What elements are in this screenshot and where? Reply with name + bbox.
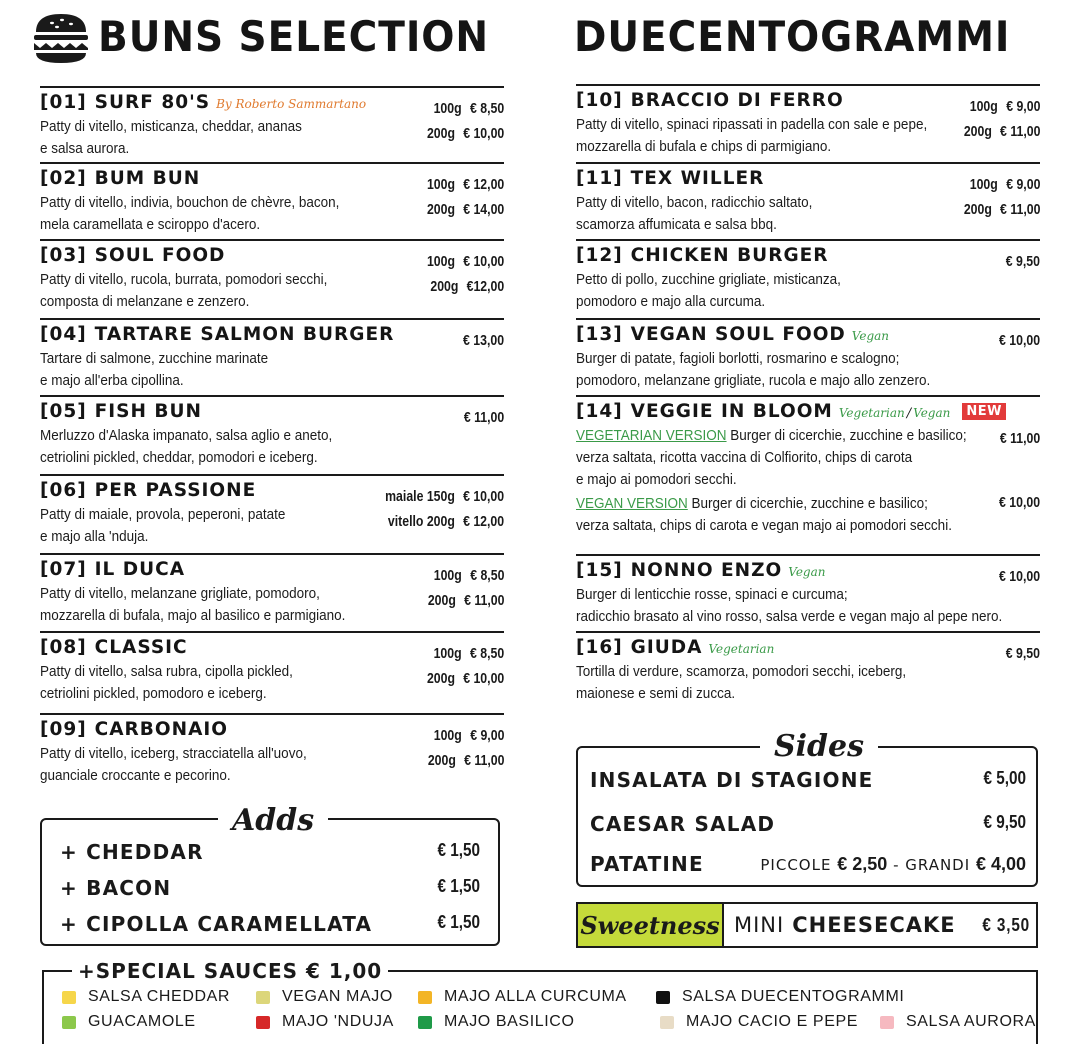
portion-size: maiale 150g [385, 488, 455, 505]
side-item-price: € 9,50 [983, 812, 1026, 832]
sweetness-price: € 3,50 [982, 914, 1030, 935]
portion-size: 100g [426, 176, 455, 193]
price-row [427, 274, 504, 299]
sauce-color-swatch [256, 1016, 270, 1029]
item-title: IL DUCA [94, 559, 186, 580]
description-line: Patty di vitello, salsa rubra, cipolla pickled, [40, 663, 293, 680]
item-prices [991, 328, 1040, 353]
item-prices [427, 563, 504, 613]
description-line: Merluzzo d'Alaska impanato, salsa aglio e aneto, [40, 427, 333, 444]
adds-box [40, 803, 500, 946]
sides-title: Sides [760, 730, 878, 764]
item-number: [12] [576, 245, 623, 266]
add-item-bacon [60, 876, 480, 900]
menu-item [576, 162, 1040, 239]
sauces-title: +SPECIAL SAUCES € 1,00 [72, 960, 388, 982]
description-line: cetriolini pickled, cheddar, pomodori e iceberg. [40, 449, 318, 466]
description-line: Tortilla di verdure, scamorza, pomodori secchi, iceberg, [576, 663, 907, 680]
price-row [963, 94, 1040, 119]
diet-tag: Vegan [851, 329, 890, 343]
price: € 12,00 [462, 176, 504, 193]
portion-size: vitello 200g [387, 513, 455, 530]
burger-icon [32, 10, 90, 66]
item-prices [427, 249, 504, 299]
diet-tag: Vegetarian [838, 406, 905, 420]
sweetness-name: CHEESECAKE [792, 913, 956, 937]
item-number: [08] [40, 637, 87, 658]
sauce-item [256, 988, 393, 1006]
portion-size: 200g [963, 201, 992, 218]
price-row [455, 328, 504, 353]
item-description [576, 269, 841, 313]
price-row [427, 666, 504, 691]
item-prices [997, 641, 1040, 666]
price: € 9,50 [1005, 645, 1040, 662]
item-title: NONNO ENZO [630, 560, 783, 581]
item-prices [963, 94, 1040, 144]
menu-item [40, 713, 504, 793]
large-label: GRANDI [905, 856, 971, 874]
description-line: Burger di lenticchie rosse, spinaci e curcuma; [576, 586, 848, 603]
item-number: [04] [40, 324, 87, 345]
description-line: Patty di vitello, bacon, radicchio saltato, [576, 194, 813, 211]
menu-item [40, 631, 504, 713]
menu-item [576, 84, 1040, 162]
vegetarian-price: € 11,00 [999, 430, 1040, 447]
item-description [576, 114, 927, 158]
price: € 14,00 [462, 201, 504, 218]
vegetarian-desc-line: verza saltata, ricotta vaccina di Colfiorito, chips di carota [576, 449, 913, 466]
price: € 9,00 [469, 727, 504, 744]
side-item-insalata [590, 768, 1026, 792]
section-title-buns: BUNS SELECTION [98, 12, 490, 61]
price-row [963, 172, 1040, 197]
price: € 9,00 [1005, 176, 1040, 193]
sides-box [576, 729, 1038, 887]
portion-size: 200g [427, 592, 456, 609]
item-name [576, 168, 764, 189]
side-item-price: € 5,00 [983, 768, 1026, 788]
item-description [40, 583, 345, 627]
sauce-name: VEGAN MAJO [282, 988, 393, 1005]
portion-size: 200g [426, 201, 455, 218]
sauce-color-swatch [418, 991, 432, 1004]
sauces-box [42, 959, 1038, 1044]
tag-separator: / [906, 406, 912, 421]
sweetness-label: Sweetness [578, 904, 724, 946]
price: € 10,00 [998, 332, 1040, 349]
item-number: [01] [40, 92, 87, 113]
description-line: mozzarella di bufala e chips di parmigiano. [576, 138, 832, 155]
item-number: [14] [576, 401, 623, 422]
item-description [40, 192, 339, 236]
item-description [40, 661, 293, 705]
sauce-item [656, 988, 904, 1006]
description-line: radicchio brasato al vino rosso, salsa verde e vegan majo al pepe nero. [576, 608, 1003, 625]
sauce-item [418, 1013, 575, 1031]
item-number: [11] [576, 168, 623, 189]
menu-item [576, 239, 1040, 318]
description-line: Patty di vitello, misticanza, cheddar, ananas [40, 118, 302, 135]
sauce-item [880, 1013, 1036, 1031]
description-line: Burger di patate, fagioli borlotti, rosmarino e scalogno; [576, 350, 900, 367]
item-name [576, 401, 1006, 422]
sauce-color-swatch [62, 1016, 76, 1029]
item-name [576, 324, 889, 345]
large-price: € 4,00 [975, 854, 1026, 874]
portion-size: 100g [433, 100, 462, 117]
portion-size: 200g [963, 123, 992, 140]
menu-item [40, 318, 504, 395]
description-line: composta di melanzane e zenzero. [40, 293, 250, 310]
vegetarian-desc-line: Burger di cicerchie, zucchine e basilico; [726, 427, 967, 444]
description-line: e majo alla 'nduja. [40, 528, 149, 545]
item-number: [07] [40, 559, 87, 580]
item-number: [06] [40, 480, 87, 501]
description-line: cetriolini pickled, pomodoro e iceberg. [40, 685, 267, 702]
item-name [40, 480, 256, 501]
item-title: GIUDA [630, 637, 703, 658]
description-line: pomodoro e majo alla curcuma. [576, 293, 766, 310]
description-line: Patty di vitello, melanzane grigliate, pomodoro, [40, 585, 320, 602]
item-title: BRACCIO DI FERRO [630, 90, 844, 111]
small-price: € 2,50 [837, 854, 888, 874]
item-number: [09] [40, 719, 87, 740]
sweetness-item [724, 904, 1036, 946]
item-number: [02] [40, 168, 87, 189]
diet-tag: Vegan [913, 406, 951, 420]
description-line: maionese e semi di zucca. [576, 685, 736, 702]
price-row [991, 328, 1040, 353]
diet-tag: Vegetarian [708, 642, 775, 656]
price: € 10,00 [462, 670, 504, 687]
item-prices [427, 172, 504, 222]
price: € 11,00 [999, 201, 1040, 218]
description-line: Patty di vitello, rucola, burrata, pomodori secchi, [40, 271, 328, 288]
item-name [40, 637, 188, 658]
item-title: SOUL FOOD [94, 245, 226, 266]
description-line: mela caramellata e sciroppo d'acero. [40, 216, 261, 233]
menu-item [40, 162, 504, 239]
item-name [40, 719, 228, 740]
sauce-color-swatch [880, 1016, 894, 1029]
item-prices [455, 405, 504, 430]
item-number: [05] [40, 401, 87, 422]
item-name [576, 245, 829, 266]
side-item-name: INSALATA DI STAGIONE [590, 768, 874, 792]
price: € 8,50 [469, 100, 504, 117]
description-line: Tartare di salmone, zucchine marinate [40, 350, 269, 367]
vegan-version [576, 493, 928, 515]
item-description [40, 504, 285, 548]
item-name [40, 401, 202, 422]
menu-item [576, 554, 1040, 631]
item-prices [427, 641, 504, 691]
item-description [576, 348, 930, 392]
sauce-name: MAJO CACIO E PEPE [686, 1013, 859, 1030]
portion-size: 100g [433, 567, 462, 584]
description-line: Patty di vitello, spinaci ripassati in padella con sale e pepe, [576, 116, 928, 133]
item-description [40, 425, 332, 469]
add-item-cheddar [60, 840, 480, 864]
description-line: scamorza affumicata e salsa bbq. [576, 216, 777, 233]
add-item-cipolla [60, 912, 480, 936]
portion-size: 100g [433, 727, 462, 744]
menu-item [40, 239, 504, 318]
price-row [997, 249, 1040, 274]
sauce-name: MAJO BASILICO [444, 1013, 575, 1030]
menu-item [40, 474, 504, 553]
price: € 10,00 [462, 253, 504, 270]
sauce-color-swatch [656, 991, 670, 1004]
add-item-price: € 1,50 [437, 912, 480, 932]
vegan-desc-line: Burger di cicerchie, zucchine e basilico; [687, 495, 928, 512]
menu-item [40, 86, 504, 162]
sauce-color-swatch [256, 991, 270, 1004]
item-title: CLASSIC [94, 637, 188, 658]
size-separator: - [893, 856, 900, 874]
sauce-name: SALSA AURORA [906, 1013, 1036, 1030]
item-title: TARTARE SALMON BURGER [94, 324, 395, 345]
side-item-name: PATATINE [590, 852, 704, 876]
price-row [427, 641, 504, 666]
description-line: mozzarella di bufala, majo al basilico e parmigiano. [40, 607, 346, 624]
item-prices [455, 328, 504, 353]
patatine-sizes [760, 854, 1026, 875]
item-number: [13] [576, 324, 623, 345]
item-prices [427, 96, 504, 146]
description-line: Patty di maiale, provola, peperoni, patate [40, 506, 286, 523]
sauce-item [660, 1013, 858, 1031]
sauce-name: GUACAMOLE [88, 1013, 196, 1030]
diet-tag: By Roberto Sammartano [216, 97, 367, 111]
item-title: BUM BUN [94, 168, 201, 189]
price-row [427, 748, 504, 773]
price-row [427, 249, 504, 274]
item-name [576, 637, 774, 658]
price-row [963, 197, 1040, 222]
portion-size: 100g [433, 645, 462, 662]
menu-item [40, 395, 504, 474]
item-title: FISH BUN [94, 401, 203, 422]
menu-item [40, 553, 504, 631]
side-item-patatine [590, 852, 1026, 876]
side-item-caesar [590, 812, 1026, 836]
price: € 10,00 [462, 488, 504, 505]
item-title: VEGGIE IN BLOOM [630, 401, 833, 422]
price-row [991, 564, 1040, 589]
diet-tag: Vegan [788, 565, 826, 579]
item-name [40, 92, 366, 113]
portion-size: 200g [430, 278, 459, 295]
vegan-version-label: VEGAN VERSION [576, 495, 688, 512]
price-row [963, 119, 1040, 144]
sauce-item [62, 988, 230, 1006]
description-line: e majo all'erba cipollina. [40, 372, 184, 389]
price-row [997, 641, 1040, 666]
portion-size: 200g [426, 670, 455, 687]
sauce-name: MAJO ALLA CURCUMA [444, 988, 627, 1005]
sauce-color-swatch [418, 1016, 432, 1029]
item-title: VEGAN SOUL FOOD [630, 324, 846, 345]
item-description [40, 116, 302, 160]
price: € 12,00 [462, 513, 504, 530]
item-prices [385, 484, 504, 534]
price: € 10,00 [998, 568, 1040, 585]
sauce-name: SALSA CHEDDAR [88, 988, 231, 1005]
item-prices [963, 172, 1040, 222]
item-name [40, 168, 200, 189]
add-item-name: + BACON [60, 876, 172, 900]
price: € 8,50 [469, 567, 504, 584]
small-label: PICCOLE [760, 856, 832, 874]
price: € 9,00 [1005, 98, 1040, 115]
sauce-item [256, 1013, 394, 1031]
add-item-price: € 1,50 [437, 840, 480, 860]
item-title: CARBONAIO [94, 719, 229, 740]
item-prices [427, 723, 504, 773]
price-row [427, 121, 504, 146]
item-name [576, 90, 844, 111]
item-number: [16] [576, 637, 623, 658]
item-title: CHICKEN BURGER [630, 245, 829, 266]
item-description [576, 584, 1002, 628]
item-title: PER PASSIONE [94, 480, 257, 501]
add-item-price: € 1,50 [437, 876, 480, 896]
vegan-price: € 10,00 [998, 494, 1040, 511]
portion-size: 200g [427, 752, 456, 769]
item-description [40, 348, 268, 392]
sauce-color-swatch [62, 991, 76, 1004]
section-title-duecentogrammi: DUECENTOGRAMMI [574, 12, 1011, 61]
vegan-desc-line: verza saltata, chips di carota e vegan majo ai pomodori secchi. [576, 517, 952, 534]
price-row [427, 723, 504, 748]
portion-size: 200g [426, 125, 455, 142]
vegetarian-desc-line: e majo ai pomodori secchi. [576, 471, 737, 488]
price: € 11,00 [463, 409, 504, 426]
price: € 11,00 [463, 752, 504, 769]
vegetarian-version [576, 425, 967, 447]
description-line: Patty di vitello, indivia, bouchon de chèvre, bacon, [40, 194, 340, 211]
menu-item [576, 318, 1040, 395]
item-number: [10] [576, 90, 623, 111]
price-row [385, 509, 504, 534]
portion-size: 100g [969, 176, 998, 193]
sweetness-box [576, 902, 1038, 948]
item-prices [991, 564, 1040, 589]
item-description [576, 192, 812, 236]
sauce-name: SALSA DUECENTOGRAMMI [682, 988, 905, 1005]
price-row [385, 484, 504, 509]
sauce-item [62, 1013, 196, 1031]
sauce-name: MAJO 'NDUJA [282, 1013, 394, 1030]
description-line: guanciale croccante e pecorino. [40, 767, 231, 784]
item-description [40, 269, 327, 313]
price-row [427, 563, 504, 588]
vegetarian-version-label: VEGETARIAN VERSION [576, 427, 727, 444]
price: € 10,00 [462, 125, 504, 142]
description-line: Petto di pollo, zucchine grigliate, misticanza, [576, 271, 841, 288]
price: € 8,50 [469, 645, 504, 662]
price: € 9,50 [1005, 253, 1040, 270]
menu-item [576, 631, 1040, 715]
price: € 13,00 [462, 332, 504, 349]
item-name [40, 245, 225, 266]
price-row [427, 172, 504, 197]
portion-size: 100g [426, 253, 455, 270]
item-name [40, 559, 185, 580]
item-number: [03] [40, 245, 87, 266]
price-row [455, 405, 504, 430]
sauce-item [418, 988, 627, 1006]
description-line: e salsa aurora. [40, 140, 130, 157]
item-name [40, 324, 394, 345]
side-item-name: CAESAR SALAD [590, 812, 776, 836]
item-name [576, 560, 826, 581]
new-badge: NEW [962, 403, 1006, 420]
item-title: SURF 80'S [94, 92, 211, 113]
portion-size: 100g [969, 98, 998, 115]
price-row [427, 588, 504, 613]
add-item-name: + CIPOLLA CARAMELLATA [60, 912, 373, 936]
sauce-color-swatch [660, 1016, 674, 1029]
item-title: TEX WILLER [630, 168, 765, 189]
price-row [427, 96, 504, 121]
description-line: Patty di vitello, iceberg, stracciatella all'uovo, [40, 745, 307, 762]
sweetness-mini: MINI [734, 913, 785, 937]
price: € 11,00 [999, 123, 1040, 140]
item-description [40, 743, 307, 787]
menu-item [576, 395, 1040, 554]
price-row [427, 197, 504, 222]
item-description [576, 661, 906, 705]
item-prices [997, 249, 1040, 274]
adds-title: Adds [218, 804, 328, 838]
price: € 11,00 [463, 592, 504, 609]
add-item-name: + CHEDDAR [60, 840, 204, 864]
price: €12,00 [466, 278, 504, 295]
description-line: pomodoro, melanzane grigliate, rucola e majo allo zenzero. [576, 372, 931, 389]
item-number: [15] [576, 560, 623, 581]
